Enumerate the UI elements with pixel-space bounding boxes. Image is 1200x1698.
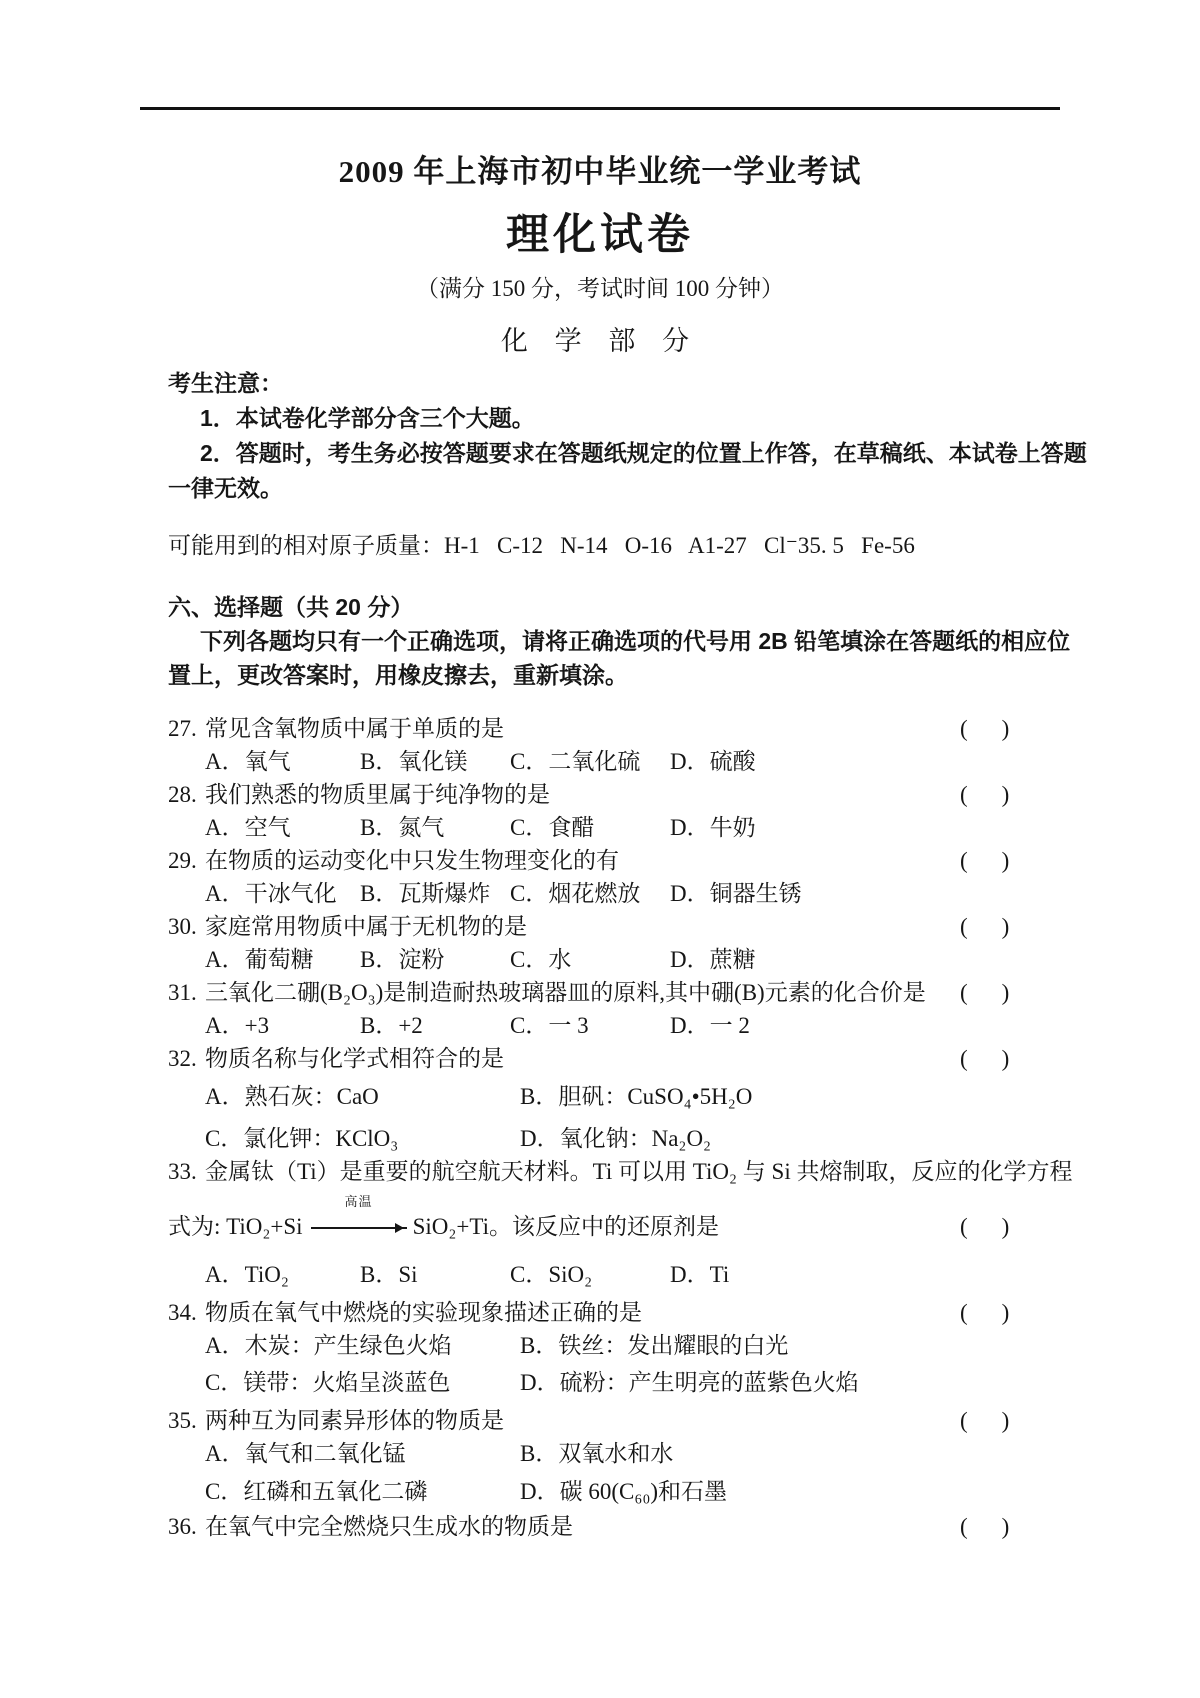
option-row (168, 877, 1078, 910)
answer-paren (960, 712, 1009, 745)
option-item: D．蔗糖 (670, 947, 756, 972)
question-block (168, 1510, 1078, 1543)
paren-close-char: ) (1001, 1408, 1010, 1433)
paren-close-char: ) (1001, 848, 1010, 873)
option-item: A．氧气和二氧化锰 (205, 1441, 406, 1466)
option-item: D．一 2 (670, 1013, 750, 1038)
question-list (168, 712, 1078, 1543)
paren-open-char: ( (960, 1408, 968, 1433)
option-item: C．二氧化硫 (510, 749, 641, 774)
question-number: 34. (168, 1300, 197, 1325)
atomic-mass-label: 可能用到的相对原子质量： (168, 533, 444, 558)
question-line (168, 1296, 1078, 1329)
question-number: 29. (168, 848, 197, 873)
option-item: A．+3 (205, 1013, 270, 1038)
exam-year-title: 2009 年上海市初中毕业统一学业考试 (338, 154, 862, 189)
option-item: D．铜器生锈 (670, 881, 802, 906)
answer-paren (960, 910, 1009, 943)
answer-paren (960, 1296, 1009, 1329)
paren-open-char: ( (960, 716, 968, 741)
option-item: B．铁丝：发出耀眼的白光 (520, 1333, 789, 1358)
notice-item-2: 2．答题时，考生务必按答题要求在答题纸规定的位置上作答，在草稿纸、本试卷上答题 (200, 440, 1087, 466)
option-item: B．双氧水和水 (520, 1441, 674, 1466)
option-item: D．硫粉：产生明亮的蓝紫色火焰 (520, 1370, 859, 1395)
question-text: 物质名称与化学式相符合的是 (205, 1046, 504, 1071)
option-item: B．瓦斯爆炸 (360, 881, 491, 906)
paper-body (168, 366, 1087, 1543)
paren-close-char: ) (1001, 1300, 1010, 1325)
option-item: A．木炭：产生绿色火焰 (205, 1333, 452, 1358)
option-item: B．胆矾：CuSO₄•5H₂O (520, 1084, 753, 1109)
question-text: 在氧气中完全燃烧只生成水的物质是 (205, 1514, 573, 1539)
reaction-condition-label: 高温 (344, 1194, 373, 1209)
paper-header (0, 0, 1200, 358)
question-text: 我们熟悉的物质里属于纯净物的是 (205, 782, 550, 807)
question-line (168, 1155, 1078, 1188)
question-text: 两种互为同素异形体的物质是 (205, 1408, 504, 1433)
option-item: B．+2 (360, 1013, 423, 1038)
option-item: B．淀粉 (360, 947, 445, 972)
top-rule-divider (140, 107, 1060, 110)
question-block (168, 1404, 1078, 1508)
notice-heading: 考生注意： (168, 370, 283, 396)
atomic-mass-line (168, 528, 1078, 563)
option-row (168, 1080, 1078, 1113)
answer-paren (960, 778, 1009, 811)
paren-close-char: ) (1001, 1046, 1010, 1071)
question-line (168, 844, 1078, 877)
option-item: A．氧气 (205, 749, 291, 774)
option-item: B．氧化镁 (360, 749, 468, 774)
paren-open-char: ( (960, 980, 968, 1005)
equation-right-side: SiO₂+Ti。该反应中的还原剂是 (412, 1214, 719, 1239)
atomic-mass-values: H-1 C-12 N-14 O-16 A1-27 Cl⁻35. 5 Fe-56 (444, 533, 915, 558)
paren-close-char: ) (1001, 1514, 1010, 1539)
option-row (168, 1009, 1078, 1042)
paren-close-char: ) (1001, 980, 1010, 1005)
question-number: 36. (168, 1514, 197, 1539)
question-number: 31. (168, 980, 197, 1005)
question-line (168, 778, 1078, 811)
question-number: 35. (168, 1408, 197, 1433)
question-line (168, 1404, 1078, 1437)
option-item: C．SiO₂ (510, 1262, 593, 1287)
paren-close-char: ) (1001, 716, 1010, 741)
paren-open-char: ( (960, 1514, 968, 1539)
option-item: C．食醋 (510, 815, 595, 840)
paren-close-char: ) (1001, 782, 1010, 807)
question-block (168, 1155, 1078, 1291)
option-item: B．氮气 (360, 815, 445, 840)
question-block (168, 910, 1078, 976)
question-block (168, 1042, 1078, 1155)
question-number: 27. (168, 716, 197, 741)
option-item: C．水 (510, 947, 572, 972)
option-item: C．一 3 (510, 1013, 589, 1038)
option-item: C．烟花燃放 (510, 881, 641, 906)
option-row (168, 943, 1078, 976)
option-item: A．熟石灰：CaO (205, 1084, 379, 1109)
question-line (168, 976, 1078, 1009)
option-item: D．牛奶 (670, 815, 756, 840)
option-item: A．空气 (205, 815, 291, 840)
answer-paren (960, 1042, 1009, 1075)
option-row (168, 1258, 1078, 1291)
option-item: D．硫酸 (670, 749, 756, 774)
option-item: A．葡萄糖 (205, 947, 314, 972)
question-number: 33. (168, 1159, 197, 1184)
option-row (168, 745, 1078, 778)
answer-paren (960, 844, 1009, 877)
paren-open-char: ( (960, 1300, 968, 1325)
reaction-equation-line (168, 1194, 1078, 1248)
option-item: C．镁带：火焰呈淡蓝色 (205, 1370, 451, 1395)
paren-open-char: ( (960, 914, 968, 939)
question-text: 在物质的运动变化中只发生物理变化的有 (205, 848, 619, 873)
option-row (168, 1366, 1078, 1399)
question-block (168, 712, 1078, 778)
question-line (168, 1510, 1078, 1543)
option-item: B．Si (360, 1262, 418, 1287)
paren-close-char: ) (1001, 1214, 1010, 1239)
score-time-subtitle: （满分 150 分，考试时间 100 分钟） (416, 276, 784, 301)
question-block (168, 976, 1078, 1042)
option-item: C．氯化钾：KClO₃ (205, 1126, 399, 1151)
answer-paren (960, 1510, 1009, 1543)
option-row (168, 811, 1078, 844)
answer-paren (960, 976, 1009, 1009)
question-block (168, 844, 1078, 910)
question-line (168, 712, 1078, 745)
question-line (168, 910, 1078, 943)
question-text: 常见含氧物质中属于单质的是 (205, 716, 504, 741)
paren-open-char: ( (960, 1046, 968, 1071)
paren-open-char: ( (960, 848, 968, 873)
question-text: 家庭常用物质中属于无机物的是 (205, 914, 527, 939)
section-heading: 六、选择题（共 20 分） (168, 594, 414, 620)
question-text: 金属钛（Ti）是重要的航空航天材料。Ti 可以用 TiO₂ 与 Si 共熔制取，反应的化学方程 (205, 1159, 1073, 1184)
question-line (168, 1042, 1078, 1075)
question-block (168, 1296, 1078, 1399)
paren-open-char: ( (960, 1214, 968, 1239)
answer-paren (960, 1206, 1009, 1248)
question-block (168, 778, 1078, 844)
paren-close-char: ) (1001, 914, 1010, 939)
paren-open-char: ( (960, 782, 968, 807)
option-item: D．Ti (670, 1262, 730, 1287)
option-row (168, 1475, 1078, 1508)
option-item: A．TiO₂ (205, 1262, 289, 1287)
reaction-arrow-icon (311, 1194, 407, 1229)
question-text: 物质在氧气中燃烧的实验现象描述正确的是 (205, 1300, 642, 1325)
answer-paren (960, 1404, 1009, 1437)
option-item: C．红磷和五氧化二磷 (205, 1479, 428, 1504)
section-instruction-1: 下列各题均只有一个正确选项，请将正确选项的代号用 2B 铅笔填涂在答题纸的相应位 (200, 628, 1071, 654)
chemistry-part-heading: 化 学 部 分 (500, 326, 700, 356)
paper-title: 理化试卷 (506, 212, 694, 259)
option-row (168, 1437, 1078, 1470)
question-number: 32. (168, 1046, 197, 1071)
question-number: 28. (168, 782, 197, 807)
option-item: A．干冰气化 (205, 881, 337, 906)
notice-item-2-continued: 一律无效。 (168, 475, 283, 501)
option-row (168, 1122, 1078, 1155)
section-instruction-2: 置上，更改答案时，用橡皮擦去，重新填涂。 (168, 662, 628, 688)
question-text: 三氧化二硼(B₂O₃)是制造耐热玻璃器皿的原料,其中硼(B)元素的化合价是 (205, 980, 926, 1005)
notice-item-1: 1．本试卷化学部分含三个大题。 (200, 405, 535, 431)
option-item: D．氧化钠：Na₂O₂ (520, 1126, 712, 1151)
option-item: D．碳 60(C₆₀)和石墨 (520, 1479, 728, 1504)
equation-left-side: 式为: TiO₂+Si (168, 1214, 303, 1239)
question-number: 30. (168, 914, 197, 939)
option-row (168, 1329, 1078, 1362)
